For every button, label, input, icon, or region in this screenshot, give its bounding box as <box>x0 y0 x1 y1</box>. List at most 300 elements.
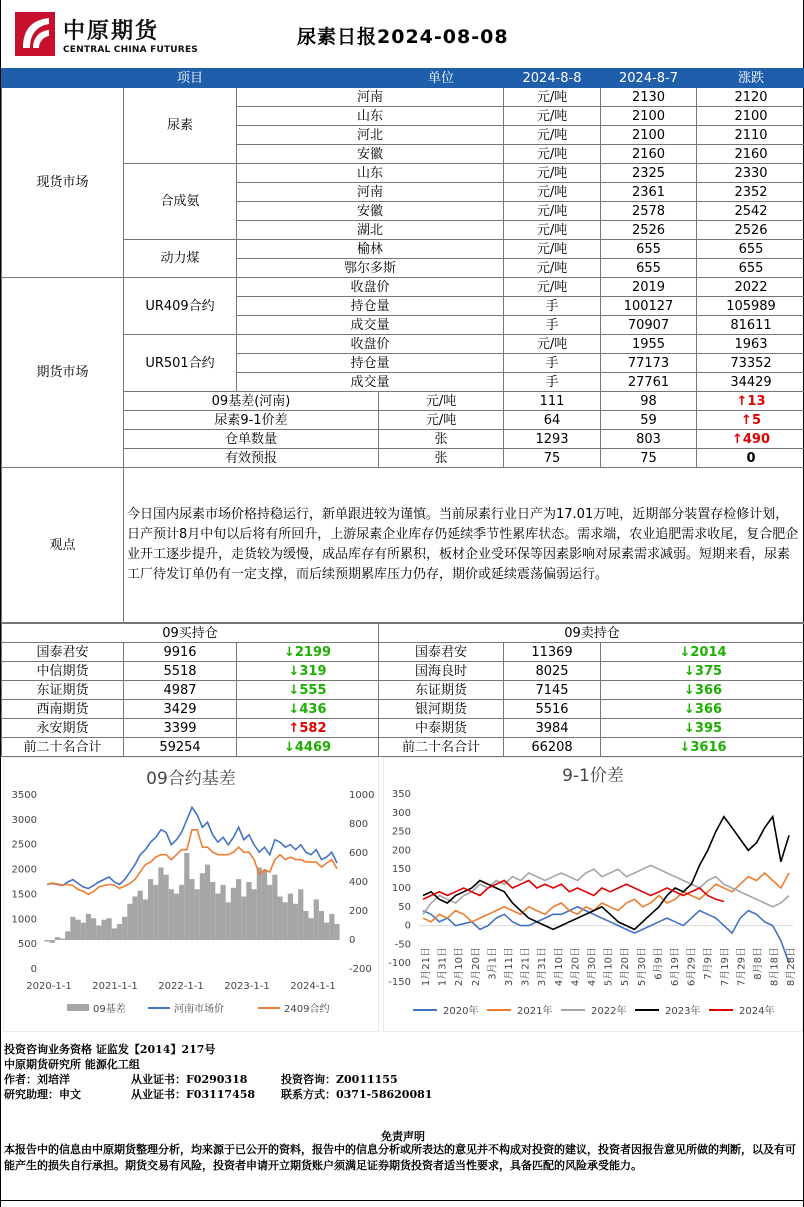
basis-bar <box>195 889 200 940</box>
previous-value: 73352 <box>697 354 804 373</box>
current-value: 2526 <box>601 221 697 240</box>
unit-cell: 元/吨 <box>504 278 601 297</box>
previous-value: 655 <box>697 259 804 278</box>
basis-bar <box>96 926 101 941</box>
arrow-down-icon: ↓ <box>288 701 300 717</box>
y-tick-label: 50 <box>398 901 411 913</box>
short-volume: 11369 <box>504 643 601 662</box>
x-tick-label: 3月11日 <box>504 947 515 987</box>
long-broker-name: 东证期货 <box>2 681 124 700</box>
x-tick-label: 8月18日 <box>769 947 781 987</box>
current-value: 2130 <box>601 88 697 107</box>
basis-bar <box>164 875 169 940</box>
change-value: 582 <box>299 720 327 736</box>
change-value: 0 <box>746 450 756 466</box>
market-data-table <box>1 68 804 623</box>
x-tick-label: 4月10日 <box>553 947 565 987</box>
author-name: 作者：刘培洋 <box>4 1073 70 1086</box>
previous-value: 2330 <box>697 164 804 183</box>
long-broker-name: 国泰君安 <box>2 643 124 662</box>
region-label: 湖北 <box>237 221 504 240</box>
basis-bar <box>334 924 339 940</box>
region-label: 河北 <box>237 126 504 145</box>
basis-bar <box>241 897 246 941</box>
x-tick-label: 2月20日 <box>470 947 482 987</box>
x-tick-label: 2020-1-1 <box>26 981 72 992</box>
previous-value: 98 <box>601 392 697 411</box>
short-change <box>601 662 804 681</box>
position-row <box>2 681 804 700</box>
basis-bar <box>298 889 303 940</box>
y-left-tick-label: 1500 <box>11 889 37 901</box>
basis-bar <box>303 911 308 940</box>
arrow-up-icon: ↑ <box>736 393 748 409</box>
basis-bar <box>283 902 288 940</box>
basis-bar <box>267 885 272 940</box>
previous-value: 655 <box>697 240 804 259</box>
arrow-down-icon: ↓ <box>283 739 295 755</box>
item-label: 仓单数量 <box>124 430 379 449</box>
basis-bar <box>246 882 251 940</box>
unit-cell: 元/吨 <box>504 240 601 259</box>
short-broker-name: 东证期货 <box>379 681 504 700</box>
current-value: 1293 <box>504 430 601 449</box>
long-broker-name: 前二十名合计 <box>2 738 124 757</box>
change-value: 366 <box>694 701 723 717</box>
change-value: 490 <box>742 431 771 447</box>
x-tick-label: 2024-1-1 <box>290 981 336 992</box>
previous-value: 34429 <box>697 373 804 392</box>
basis-bar <box>169 889 174 940</box>
y-right-tick-label: 400 <box>349 877 369 888</box>
basis-bar <box>288 894 293 940</box>
previous-value: 2160 <box>697 145 804 164</box>
header-change: 涨跌 <box>697 69 804 88</box>
assistant-name: 研究助理：申文 <box>4 1088 81 1101</box>
view-row <box>2 468 804 623</box>
region-label: 河南 <box>237 88 504 107</box>
arrow-down-icon: ↓ <box>288 682 300 698</box>
current-value: 64 <box>504 411 601 430</box>
long-volume: 4987 <box>124 681 237 700</box>
long-change <box>237 643 379 662</box>
previous-value: 81611 <box>697 316 804 335</box>
basis-bar <box>148 879 153 940</box>
previous-value: 803 <box>601 430 697 449</box>
current-value: 100127 <box>601 297 697 316</box>
x-tick-label: 2022-1-1 <box>158 981 204 992</box>
x-tick-label: 2021-1-1 <box>92 981 138 992</box>
previous-value: 2022 <box>697 278 804 297</box>
arrow-down-icon: ↓ <box>684 701 695 717</box>
current-value: 655 <box>601 240 697 259</box>
current-value: 2361 <box>601 183 697 202</box>
current-value: 27761 <box>601 373 697 392</box>
x-tick-label: 6月9日 <box>653 947 665 980</box>
position-row <box>2 662 804 681</box>
x-tick-label: 5月20日 <box>620 947 632 987</box>
contact-phone: 联系方式：0371-58620081 <box>281 1088 433 1101</box>
x-tick-label: 4月20日 <box>570 947 582 987</box>
y-tick-label: -150 <box>388 977 411 988</box>
previous-value: 2100 <box>697 107 804 126</box>
basis-bar <box>329 914 334 940</box>
basis-bar <box>75 920 80 940</box>
item-label: 有效预报 <box>124 449 379 468</box>
region-label: 安徽 <box>237 145 504 164</box>
short-volume: 7145 <box>504 681 601 700</box>
unit-cell: 张 <box>379 430 504 449</box>
item-label: 成交量 <box>237 316 504 335</box>
disclaimer-text: 本报告中的信息由中原期货整理分析，均来源于已公开的资料，报告中的信息分析或所表达的意见并不构成对投资的建议，投资者因报告意见所做的判断，以及有可能产生的损失自行承担。期货交易有风险，投资者申请开立期货账户须满足证券期货投资者适当性要求，具备匹配的风险承受能力。 <box>4 1143 796 1172</box>
previous-value: 2110 <box>697 126 804 145</box>
long-volume: 3399 <box>124 719 237 738</box>
x-tick-label: 3月1日 <box>487 947 499 980</box>
basis-bar <box>184 853 189 940</box>
author-consult-id: 投资咨询：Z0011155 <box>281 1073 398 1086</box>
contract-label: UR409合约 <box>124 278 237 335</box>
current-value: 70907 <box>601 316 697 335</box>
short-position-title: 09卖持仓 <box>379 624 804 643</box>
y-tick-label: 350 <box>391 789 411 800</box>
long-change <box>237 681 379 700</box>
product-group-label: 动力煤 <box>124 240 237 278</box>
x-tick-label: 8月28日 <box>786 947 798 987</box>
basis-bar <box>257 868 262 941</box>
x-tick-label: 4月30日 <box>587 947 598 987</box>
basis-bar <box>70 917 75 940</box>
basis-bar <box>314 899 319 940</box>
current-value: 2100 <box>601 107 697 126</box>
basis-bar <box>132 897 137 941</box>
y-left-tick-label: 500 <box>17 939 37 951</box>
long-volume: 59254 <box>124 738 237 757</box>
current-value: 2578 <box>601 202 697 221</box>
disclaimer-title: 免责声明 <box>381 1130 425 1143</box>
x-tick-label: 1月21日 <box>421 947 432 987</box>
logo-chinese-name: 中原期货 <box>63 18 160 44</box>
position-row <box>2 643 804 662</box>
unit-cell: 手 <box>504 373 601 392</box>
license-line: 投资咨询业务资格 证监发【2014】217号 <box>4 1043 216 1056</box>
legend-label: 2022年 <box>591 1006 627 1017</box>
previous-value: 59 <box>601 411 697 430</box>
unit-cell: 元/吨 <box>504 183 601 202</box>
change-cell <box>697 430 804 449</box>
y-right-tick-label: 0 <box>349 935 356 946</box>
basis-bar <box>158 868 163 941</box>
long-change <box>237 662 379 681</box>
unit-cell: 元/吨 <box>504 164 601 183</box>
basis-bar <box>122 917 127 940</box>
previous-value: 2352 <box>697 183 804 202</box>
short-broker-name: 中泰期货 <box>379 719 504 738</box>
y-tick-label: 100 <box>391 883 411 894</box>
legend-swatch <box>67 1004 89 1011</box>
previous-value: 75 <box>601 449 697 468</box>
x-tick-label: 3月31日 <box>537 947 549 987</box>
arrow-down-icon: ↓ <box>288 663 300 679</box>
y-left-tick-label: 2000 <box>11 864 37 876</box>
region-label: 安徽 <box>237 202 504 221</box>
bottom-divider <box>1 1200 804 1201</box>
position-title-row <box>2 624 804 643</box>
basis-bar <box>112 928 117 940</box>
table-header-row <box>2 69 804 88</box>
chart-title: 09合约基差 <box>146 769 236 789</box>
change-value: 319 <box>299 663 327 679</box>
y-right-tick-label: 600 <box>349 848 369 859</box>
basis-bar <box>220 885 225 940</box>
change-value: 3616 <box>690 739 727 755</box>
unit-cell: 元/吨 <box>504 335 601 354</box>
report-title: 尿素日报2024-08-08 <box>297 26 509 48</box>
view-label: 观点 <box>2 468 124 623</box>
y-tick-label: 150 <box>391 864 411 876</box>
short-change <box>601 643 804 662</box>
long-change <box>237 719 379 738</box>
report-header <box>1 0 804 68</box>
y-tick-label: -100 <box>388 958 411 970</box>
short-volume: 3984 <box>504 719 601 738</box>
basis-bar <box>44 940 49 941</box>
y-left-tick-label: 3000 <box>11 814 37 826</box>
previous-value: 2526 <box>697 221 804 240</box>
basis-bar <box>200 873 205 940</box>
current-value: 655 <box>601 259 697 278</box>
basis-bar <box>236 879 241 940</box>
previous-value: 105989 <box>697 297 804 316</box>
long-volume: 5518 <box>124 662 237 681</box>
item-label: 09基差(河南) <box>124 392 379 411</box>
current-value: 2325 <box>601 164 697 183</box>
basis-bar <box>143 899 148 940</box>
short-broker-name: 银河期货 <box>379 700 504 719</box>
arrow-down-icon: ↓ <box>679 739 691 755</box>
basis-bar <box>272 875 277 940</box>
arrow-up-icon: ↑ <box>731 431 743 447</box>
basis-bar <box>86 914 91 940</box>
item-label: 收盘价 <box>237 335 504 354</box>
section-spot-market: 现货市场 <box>2 88 124 278</box>
change-value: 4469 <box>294 739 332 755</box>
unit-cell: 元/吨 <box>504 126 601 145</box>
change-value: 2199 <box>294 644 332 660</box>
short-change <box>601 700 804 719</box>
basis-bar <box>138 891 143 940</box>
x-tick-label: 6月29日 <box>686 947 698 987</box>
item-label: 收盘价 <box>237 278 504 297</box>
basis-bar <box>65 931 70 940</box>
current-value: 1955 <box>601 335 697 354</box>
header-previous-date: 2024-8-7 <box>601 69 697 88</box>
short-broker-name: 国泰君安 <box>379 643 504 662</box>
spread-chart <box>383 757 803 1032</box>
long-volume: 9916 <box>124 643 237 662</box>
unit-cell: 张 <box>379 449 504 468</box>
region-label: 鄂尔多斯 <box>237 259 504 278</box>
unit-cell: 手 <box>504 297 601 316</box>
arrow-down-icon: ↓ <box>684 720 695 736</box>
legend-label: 09基差 <box>93 1004 126 1015</box>
y-left-tick-label: 0 <box>30 964 37 975</box>
long-broker-name: 中信期货 <box>2 662 124 681</box>
change-value: 375 <box>694 663 723 679</box>
unit-cell: 元/吨 <box>504 145 601 164</box>
unit-cell: 元/吨 <box>504 221 601 240</box>
item-label: 成交量 <box>237 373 504 392</box>
chart-title: 9-1价差 <box>562 766 624 786</box>
x-tick-label: 7月29日 <box>736 947 748 987</box>
position-row <box>2 738 804 757</box>
basis-bar <box>210 882 215 940</box>
x-tick-label: 8月8日 <box>753 947 764 980</box>
long-broker-name: 永安期货 <box>2 719 124 738</box>
basis-bar <box>81 923 86 940</box>
short-change <box>601 738 804 757</box>
department-line: 中原期货研究所 能源化工组 <box>4 1058 140 1071</box>
position-row <box>2 700 804 719</box>
basis-bar <box>215 894 220 940</box>
section-futures-market: 期货市场 <box>2 278 124 468</box>
arrow-down-icon: ↓ <box>283 644 295 660</box>
basis-bar <box>179 885 184 940</box>
region-label: 山东 <box>237 107 504 126</box>
unit-cell: 元/吨 <box>504 107 601 126</box>
unit-cell: 元/吨 <box>504 259 601 278</box>
product-group-label: 合成氨 <box>124 164 237 240</box>
change-value: 555 <box>299 682 327 698</box>
x-tick-label: 2月10日 <box>454 947 466 987</box>
position-table <box>1 623 804 757</box>
unit-cell: 元/吨 <box>504 88 601 107</box>
company-logo-icon <box>15 12 55 56</box>
basis-bar <box>60 939 65 940</box>
change-value: 395 <box>694 720 723 736</box>
legend-label: 2409合约 <box>284 1004 330 1015</box>
short-volume: 8025 <box>504 662 601 681</box>
item-label: 尿素9-1价差 <box>124 411 379 430</box>
unit-cell: 手 <box>504 354 601 373</box>
legend-label: 2023年 <box>665 1006 701 1017</box>
basis-bar <box>55 937 60 940</box>
long-position-title: 09买持仓 <box>2 624 379 643</box>
long-broker-name: 西南期货 <box>2 700 124 719</box>
legend-label: 河南市场价 <box>174 1004 224 1015</box>
legend-label: 2021年 <box>517 1006 553 1017</box>
basis-bar <box>293 904 298 940</box>
basis-bar <box>127 904 132 940</box>
header-current-date: 2024-8-8 <box>504 69 601 88</box>
current-value: 2160 <box>601 145 697 164</box>
item-label: 持仓量 <box>237 354 504 373</box>
basis-bar <box>153 885 158 940</box>
legend-label: 2020年 <box>443 1006 479 1017</box>
basis-chart <box>3 757 379 1032</box>
change-value: 366 <box>694 682 723 698</box>
change-value: 436 <box>299 701 327 717</box>
unit-cell: 元/吨 <box>504 202 601 221</box>
arrow-up-icon: ↑ <box>741 412 752 428</box>
basis-bar <box>101 920 106 940</box>
short-volume: 5516 <box>504 700 601 719</box>
change-value: 5 <box>751 412 761 428</box>
region-label: 河南 <box>237 183 504 202</box>
basis-bar <box>189 879 194 940</box>
table-row <box>2 278 804 297</box>
change-cell <box>697 449 804 468</box>
basis-bar <box>91 918 96 940</box>
long-volume: 3429 <box>124 700 237 719</box>
assistant-certificate: 从业证书：F03117458 <box>131 1088 256 1101</box>
basis-bar <box>309 918 314 940</box>
previous-value: 1963 <box>697 335 804 354</box>
basis-bar <box>319 911 324 940</box>
arrow-down-icon: ↓ <box>684 682 695 698</box>
x-tick-label: 5月10日 <box>603 947 615 987</box>
y-left-tick-label: 2500 <box>11 839 37 851</box>
unit-cell: 元/吨 <box>379 392 504 411</box>
short-volume: 66208 <box>504 738 601 757</box>
long-change <box>237 700 379 719</box>
x-tick-label: 1月31日 <box>437 947 449 987</box>
header-item: 项目 <box>2 69 379 88</box>
current-value: 2019 <box>601 278 697 297</box>
contract-label: UR501合约 <box>124 335 237 392</box>
arrow-down-icon: ↓ <box>684 663 695 679</box>
arrow-down-icon: ↓ <box>679 644 691 660</box>
previous-value: 2542 <box>697 202 804 221</box>
y-right-tick-label: 200 <box>349 906 369 917</box>
item-label: 持仓量 <box>237 297 504 316</box>
x-tick-label: 5月30日 <box>636 947 648 987</box>
arrow-up-icon: ↑ <box>288 720 300 736</box>
change-value: 13 <box>747 393 766 409</box>
y-tick-label: 300 <box>391 807 411 819</box>
change-cell <box>697 411 804 430</box>
basis-bar <box>50 940 55 943</box>
x-tick-label: 6月19日 <box>670 947 681 987</box>
product-group-label: 尿素 <box>124 88 237 164</box>
basis-bar <box>226 902 231 940</box>
basis-bar <box>262 870 267 940</box>
header-unit: 单位 <box>379 69 504 88</box>
x-tick-label: 7月19日 <box>719 947 731 987</box>
basis-bar <box>117 924 122 940</box>
change-value: 2014 <box>690 644 727 660</box>
table-row <box>2 88 804 107</box>
x-tick-label: 2023-1-1 <box>224 981 270 992</box>
short-broker-name: 前二十名合计 <box>379 738 504 757</box>
basis-bar <box>174 894 179 940</box>
position-row <box>2 719 804 738</box>
short-change <box>601 681 804 700</box>
basis-bar <box>107 918 112 940</box>
short-change <box>601 719 804 738</box>
view-text: 今日国内尿素市场价格持稳运行，新单跟进较为谨慎。当前尿素行业日产为17.01万吨，近期部分装置存检修计划，日产预计8月中旬以后将有所回升，上游尿素企业库存仍延续季节性累库状态。需求端，农业追肥需求收尾，复合肥企业开工逐步提升，走货较为缓慢，成品库存有所累积，板材企业受环保等因素影响对尿素需求减弱。短期来看，尿素工厂待发订单仍有一定支撑，而后续预期累库压力仍存，期价或延续震荡偏弱运行。 <box>124 468 804 623</box>
y-tick-label: 0 <box>404 920 411 932</box>
basis-bar <box>252 889 257 940</box>
legend-label: 2024年 <box>739 1006 775 1017</box>
x-tick-label: 3月21日 <box>520 947 532 987</box>
y-right-tick-label: 800 <box>349 819 369 830</box>
author-certificate: 从业证书：F0290318 <box>131 1073 248 1086</box>
current-value: 111 <box>504 392 601 411</box>
short-broker-name: 国海良时 <box>379 662 504 681</box>
current-value: 77173 <box>601 354 697 373</box>
unit-cell: 元/吨 <box>379 411 504 430</box>
long-change <box>237 738 379 757</box>
